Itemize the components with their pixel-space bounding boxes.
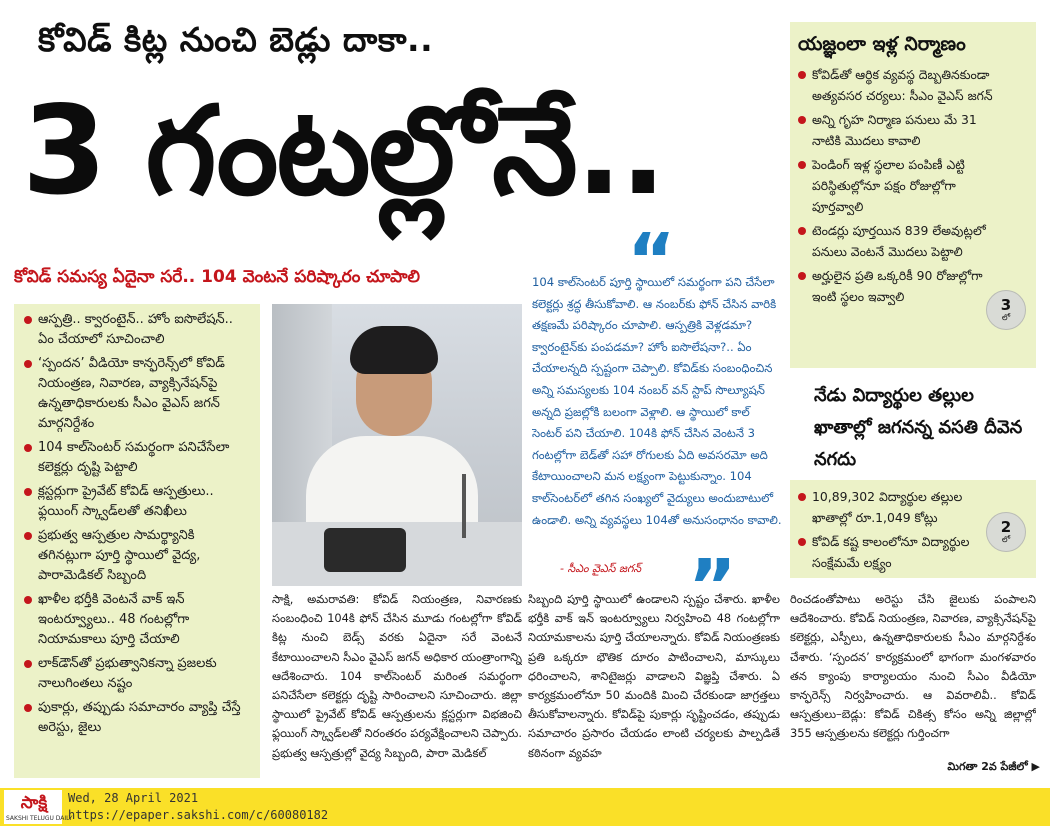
- key-points-box: [14, 304, 260, 778]
- epaper-url-link[interactable]: https://epaper.sakshi.com/c/60080182: [68, 808, 329, 822]
- page-3-reference-badge[interactable]: [986, 290, 1026, 330]
- bullet-dot-icon: [24, 596, 32, 604]
- quote-text: 104 కాల్‌సెంటర్ పూర్తి స్థాయిలో సమర్థంగా పని చేసేలా కలెక్టర్లు శ్రద్ధ తీసుకోవాలి. ఆ నంబర్‌కు ఫోన్ చేసిన వారికి తక్షణమే పరిష్కారం చూపాలి. ఆస్పత్రికి వెళ్లడమా? క్వారంటైన్‌కు పంపడమా? హోం ఐసొలేషనా?.. ఏం చేయాలన్నది స్పష్టంగా చెప్పాలి. కోవిడ్‌కు సంబంధించిన అన్ని సమస్యలకు 104 నంబర్ వన్ స్టాప్ సొల్యూషన్ అన్నది ప్రజల్లోకి బలంగా వెళ్లాలి. ఆ స్థాయిలో కాల్ సెంటర్ పని చేయాలి. 104కి ఫోన్ చేసిన వెంటనే 3 గంటల్లోగా బెడ్‌తో సహా రోగులకు ఏది అవసరమో అది కేటాయించాలని మన లక్ష్యంగా పెట్టుకున్నాం. 104 కాల్‌సెంటర్‌లో తగిన సంఖ్యలో వైద్యులు అందుబాటులో ఉండాలి. అన్ని వ్యవస్థలు 104తో అనుసంధానం కావాలి.: [532, 275, 782, 527]
- key-point: [24, 438, 252, 478]
- vasathi-point: [798, 531, 986, 573]
- key-point: [24, 526, 252, 586]
- bullet-dot-icon: [24, 444, 32, 452]
- key-point: [24, 482, 252, 522]
- close-quote-icon: ”: [688, 544, 737, 630]
- bullet-dot-icon: [24, 360, 32, 368]
- desk-phone-icon: [324, 528, 406, 572]
- key-point: [24, 310, 252, 350]
- housing-point-text: అన్ని గృహ నిర్మాణ పనులు మే 31 నాటికి మొదలు కావాలి: [812, 112, 977, 148]
- vasathi-point-text: 10,89,302 విద్యార్థుల తల్లుల ఖాతాల్లో రూ.1,049 కోట్లు: [812, 489, 963, 525]
- kicker-headline: కోవిడ్ కిట్ల నుంచి బెడ్లు దాకా..: [38, 20, 434, 59]
- open-quote-icon: “: [627, 218, 676, 304]
- sakshi-logo[interactable]: [4, 790, 73, 824]
- page-ref-label: లో: [1001, 535, 1011, 544]
- vasathi-point: [798, 486, 986, 528]
- article-column-1: సాక్షి, అమరావతి: కోవిడ్ నియంత్రణ, నివారణకు సంబంధించి 104కి ఫోన్ చేసిన మూడు గంటల్లోగా కోవిడ్ కిట్ల నుంచి బెడ్స్ వరకు ఏదైనా సరే వెంటనే కేటాయించాలని సీఎం వైఎస్ జగన్ అధికార యంత్రాంగాన్ని ఆదేశించారు. 104 కాల్‌సెంటర్ మరింత సమర్థంగా పనిచేసేలా కలెక్టర్లు దృష్టి సారించాలని సూచించారు. జిల్లా స్థాయిలో ప్రైవేట్ కోవిడ్ ఆస్పత్రులను క్లస్టర్లుగా విభజించి ఫ్లయింగ్ స్క్వాడ్‌లతో నిరంతరం పర్యవేక్షించాలని చెప్పారు. ప్రభుత్వ ఆస్పత్రుల్లో వైద్య సిబ్బంది, పారా మెడికల్: [272, 592, 522, 760]
- housing-point: [798, 265, 998, 307]
- quote-attribution: - సీఎం వైఎస్ జగన్: [560, 562, 642, 575]
- key-point: [24, 698, 252, 738]
- bullet-dot-icon: [798, 493, 806, 501]
- key-point-text: క్లస్టర్లుగా ప్రైవేట్ కోవిడ్ ఆస్పత్రులు.. ఫ్లయింగ్ స్క్వాడ్‌లతో తనిఖీలు: [38, 484, 214, 519]
- housing-point-text: అర్హులైన ప్రతి ఒక్కరికీ 90 రోజుల్లోగా ఇంటి స్థలం ఇవ్వాలి: [812, 268, 983, 304]
- page-2-reference-badge[interactable]: [986, 512, 1026, 552]
- housing-point: [798, 109, 998, 151]
- key-point-text: ఆస్పత్రి.. క్వారంటైన్.. హోం ఐసొలేషన్.. ఏం చేయాలో సూచించాలి: [38, 312, 233, 347]
- logo-subtitle: SAKSHI TELUGU DAILY: [6, 815, 73, 822]
- bullet-dot-icon: [24, 660, 32, 668]
- housing-points: [798, 64, 998, 364]
- housing-point: [798, 220, 998, 262]
- key-point: [24, 354, 252, 434]
- key-point-text: లాక్‌డౌన్‌తో ప్రభుత్వానికన్నా ప్రజలకు నాలుగింతలు నష్టం: [38, 656, 217, 691]
- key-point-text: ‘స్పందన’ వీడియో కాన్ఫరెన్స్‌లో కోవిడ్ నియంత్రణ, నివారణ, వ్యాక్సినేషన్‌పై ఉన్నతాధికారులకు సీఎం వైఎస్ జగన్ మార్గనిర్దేశం: [38, 356, 225, 431]
- article-column-3: రించడంతోపాటు అరెస్టు చేసి జైలుకు పంపాలని ఆదేశించారు. కోవిడ్ నియంత్రణ, నివారణ, వ్యాక్సినేషన్‌పై కలెక్టర్లు, ఎస్పీలు, ఉన్నతాధికారులకు సీఎం మార్గనిర్దేశం చేశారు. ‘స్పందన’ కార్యక్రమంలో భాగంగా మంగళవారం తన క్యాంపు కార్యాలయం నుంచి సీఎం వీడియో కాన్ఫరెన్స్ నిర్వహించారు. ఆ వివరాలివీ.. కోవిడ్ ఆస్పత్రులు–బెడ్లు: కోవిడ్ చికిత్స కోసం అన్ని జిల్లాల్లో 355 ఆస్పత్రులను కలెక్టర్లు గుర్తించగా: [790, 592, 1036, 741]
- key-point-text: 104 కాల్‌సెంటర్ సమర్థంగా పనిచేసేలా కలెక్టర్లు దృష్టి పెట్టాలి: [38, 440, 230, 475]
- bullet-dot-icon: [798, 161, 806, 169]
- main-headline: 3 గంటల్లోనే..: [22, 80, 665, 222]
- housing-point: [798, 64, 998, 106]
- logo-wordmark: సాక్షి: [20, 793, 48, 813]
- microphone-icon: [462, 474, 466, 538]
- housing-point-text: కోవిడ్‌తో ఆర్థిక వ్యవస్థ దెబ్బతినకుండా అత్యవసర చర్యలు: సీఎం వైఎస్ జగన్: [812, 67, 993, 103]
- bullet-dot-icon: [798, 272, 806, 280]
- page-ref-number: 2: [1000, 518, 1012, 536]
- edition-date: Wed, 28 April 2021: [68, 791, 199, 805]
- bullet-dot-icon: [798, 71, 806, 79]
- epaper-footer: [0, 788, 1050, 826]
- housing-heading: యజ్ఞంలా ఇళ్ల నిర్మాణం: [798, 33, 966, 55]
- cm-photo: [272, 304, 522, 586]
- bullet-dot-icon: [24, 704, 32, 712]
- bullet-dot-icon: [798, 116, 806, 124]
- person-hair-shape: [350, 326, 438, 374]
- page-ref-number: 3: [1000, 296, 1012, 314]
- bullet-dot-icon: [24, 316, 32, 324]
- key-point-text: పుకార్లు, తప్పుడు సమాచారం వ్యాప్తి చేస్తే అరెస్టు, జైలు: [38, 700, 241, 735]
- housing-point-text: టెండర్లు పూర్తయిన 839 లేఅవుట్లలో పనులు వెంటనే మొదలు పెట్టాలి: [812, 223, 986, 259]
- bullet-dot-icon: [24, 532, 32, 540]
- housing-point: [798, 154, 998, 217]
- continued-on-page-link[interactable]: మిగతా 2వ పేజీలో ▶: [947, 760, 1040, 773]
- bullet-dot-icon: [798, 227, 806, 235]
- key-point: [24, 654, 252, 694]
- housing-point-text: పెండింగ్ ఇళ్ల స్థలాల పంపిణీ ఎట్టి పరిస్థితుల్లోనూ పక్షం రోజుల్లోగా పూర్తవ్వాలి: [812, 157, 965, 214]
- bullet-dot-icon: [798, 538, 806, 546]
- vasathi-heading: నేడు విద్యార్థుల తల్లుల ఖాతాల్లో జగనన్న వసతి దీవెన నగదు: [814, 385, 1023, 470]
- bullet-dot-icon: [24, 488, 32, 496]
- key-point: [24, 590, 252, 650]
- key-point-text: ఖాళీల భర్తీకి వెంటనే వాక్ ఇన్ ఇంటర్వ్యూలు.. 48 గంటల్లోగా నియామకాలు పూర్తి చేయాలి: [38, 592, 190, 647]
- sub-headline: కోవిడ్ సమస్య ఏదైనా సరే.. 104 వెంటనే పరిష్కారం చూపాలి: [14, 267, 420, 287]
- page-ref-label: లో: [1001, 313, 1011, 322]
- article-column-2: సిబ్బంది పూర్తి స్థాయిలో ఉండాలని స్పష్టం చేశారు. ఖాళీల భర్తీకి వాక్ ఇన్ ఇంటర్వ్యూలు నిర్వహించి 48 గంటల్లోగా నియామకాలను పూర్తి చేయాలన్నారు. కోవిడ్ నియంత్రణకు ప్రతి ఒక్కరూ భౌతిక దూరం పాటించాలని, మాస్కులు ధరించాలని, శానిటైజర్లు వాడాలని విజ్ఞప్తి చేశారు. ఏ కార్యక్రమంలోనూ 50 మందికి మించి చేరకుండా జాగ్రత్తలు తీసుకోవాలన్నారు. కోవిడ్‌పై పుకార్లు సృష్టించడం, తప్పుడు సమాచారం ప్రసారం చేయడం లాంటి చర్యలకు పాల్పడితే కఠినంగా వ్యవహ: [528, 592, 780, 760]
- key-point-text: ప్రభుత్వ ఆస్పత్రుల సామర్థ్యానికి తగినట్లుగా పూర్తి స్థాయిలో వైద్య, పారామెడికల్ సిబ్బంది: [38, 528, 201, 583]
- vasathi-point-text: కోవిడ్ కష్ట కాలంలోనూ విద్యార్థుల సంక్షేమమే లక్ష్యం: [812, 534, 970, 570]
